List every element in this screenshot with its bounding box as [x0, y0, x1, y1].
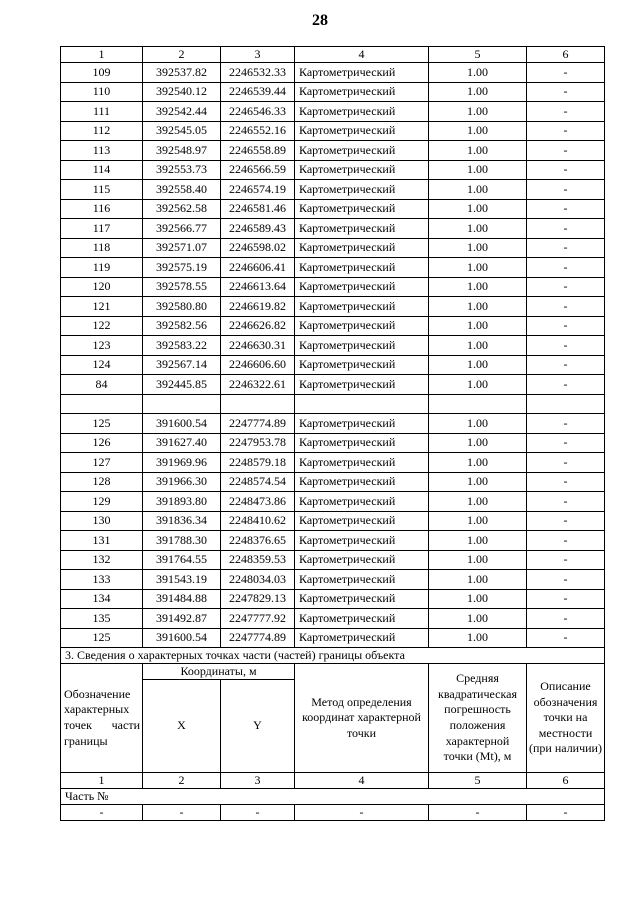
point-number-cell: 124 [61, 355, 143, 375]
table-row [61, 336, 605, 356]
point-number-cell: 119 [61, 258, 143, 278]
empty-cell [143, 394, 221, 414]
method-cell: Картометрический [295, 472, 429, 492]
table-row [61, 316, 605, 336]
x-coordinate-cell: 392562.58 [143, 199, 221, 219]
point-number-cell: 127 [61, 453, 143, 473]
accuracy-cell: 1.00 [429, 238, 527, 258]
x-coordinate-cell: 392583.22 [143, 336, 221, 356]
method-cell: Картометрический [295, 258, 429, 278]
description-cell: - [527, 531, 605, 551]
y-coordinate-cell: 2248376.65 [221, 531, 295, 551]
empty-value-cell: - [295, 805, 429, 821]
description-cell: - [527, 375, 605, 395]
description-cell: - [527, 453, 605, 473]
y-coordinate-cell: 2246322.61 [221, 375, 295, 395]
method-cell: Картометрический [295, 355, 429, 375]
method-cell: Картометрический [295, 102, 429, 122]
table-row [61, 531, 605, 551]
method-cell: Картометрический [295, 414, 429, 434]
description-cell: - [527, 472, 605, 492]
column-number: 4 [295, 47, 429, 63]
point-number-cell: 131 [61, 531, 143, 551]
method-cell: Картометрический [295, 570, 429, 590]
part-label: Часть № [61, 789, 605, 805]
accuracy-cell: 1.00 [429, 277, 527, 297]
method-cell: Картометрический [295, 238, 429, 258]
y-coordinate-cell: 2248359.53 [221, 550, 295, 570]
description-cell: - [527, 141, 605, 161]
description-cell: - [527, 199, 605, 219]
y-coordinate-cell: 2248579.18 [221, 453, 295, 473]
point-number-cell: 132 [61, 550, 143, 570]
header-y: Y [221, 680, 295, 773]
point-number-cell: 113 [61, 141, 143, 161]
header-x: X [143, 680, 221, 773]
empty-cell [429, 394, 527, 414]
method-cell: Картометрический [295, 550, 429, 570]
y-coordinate-cell: 2246552.16 [221, 121, 295, 141]
description-cell: - [527, 258, 605, 278]
x-coordinate-cell: 391788.30 [143, 531, 221, 551]
y-coordinate-cell: 2246566.59 [221, 160, 295, 180]
method-cell: Картометрический [295, 375, 429, 395]
accuracy-cell: 1.00 [429, 219, 527, 239]
description-cell: - [527, 570, 605, 590]
y-coordinate-cell: 2246532.33 [221, 63, 295, 83]
table-row [61, 355, 605, 375]
y-coordinate-cell: 2246606.60 [221, 355, 295, 375]
method-cell: Картометрический [295, 277, 429, 297]
point-number-cell: 135 [61, 609, 143, 629]
column-number: 6 [527, 47, 605, 63]
x-coordinate-cell: 391492.87 [143, 609, 221, 629]
empty-value-cell: - [61, 805, 143, 821]
x-coordinate-cell: 391600.54 [143, 628, 221, 648]
x-coordinate-cell: 392553.73 [143, 160, 221, 180]
x-coordinate-cell: 392575.19 [143, 258, 221, 278]
method-cell: Картометрический [295, 511, 429, 531]
accuracy-cell: 1.00 [429, 589, 527, 609]
y-coordinate-cell: 2248473.86 [221, 492, 295, 512]
accuracy-cell: 1.00 [429, 160, 527, 180]
point-number-cell: 129 [61, 492, 143, 512]
method-cell: Картометрический [295, 160, 429, 180]
table-row [61, 82, 605, 102]
accuracy-cell: 1.00 [429, 609, 527, 629]
section3-column-number-row [61, 773, 605, 789]
y-coordinate-cell: 2246598.02 [221, 238, 295, 258]
point-number-cell: 109 [61, 63, 143, 83]
x-coordinate-cell: 392558.40 [143, 180, 221, 200]
point-number-cell: 114 [61, 160, 143, 180]
description-cell: - [527, 180, 605, 200]
x-coordinate-cell: 392566.77 [143, 219, 221, 239]
method-cell: Картометрический [295, 141, 429, 161]
point-number-cell: 110 [61, 82, 143, 102]
point-number-cell: 122 [61, 316, 143, 336]
part-row [61, 789, 605, 805]
description-cell: - [527, 336, 605, 356]
point-number-cell: 130 [61, 511, 143, 531]
point-number-cell: 121 [61, 297, 143, 317]
point-number-cell: 116 [61, 199, 143, 219]
method-cell: Картометрический [295, 609, 429, 629]
section3-empty-row [61, 805, 605, 821]
x-coordinate-cell: 391600.54 [143, 414, 221, 434]
point-number-cell: 125 [61, 414, 143, 434]
point-number-cell: 120 [61, 277, 143, 297]
point-number-cell: 118 [61, 238, 143, 258]
section3-title-row [61, 648, 605, 664]
table-row [61, 121, 605, 141]
description-cell: - [527, 609, 605, 629]
x-coordinate-cell: 392582.56 [143, 316, 221, 336]
point-number-cell: 123 [61, 336, 143, 356]
description-cell: - [527, 277, 605, 297]
empty-value-cell: - [527, 805, 605, 821]
method-cell: Картометрический [295, 433, 429, 453]
method-cell: Картометрический [295, 336, 429, 356]
point-number-cell: 125 [61, 628, 143, 648]
description-cell: - [527, 63, 605, 83]
description-cell: - [527, 121, 605, 141]
description-cell: - [527, 355, 605, 375]
x-coordinate-cell: 392567.14 [143, 355, 221, 375]
table-row [61, 433, 605, 453]
empty-cell [527, 394, 605, 414]
method-cell: Картометрический [295, 82, 429, 102]
column-number: 5 [429, 47, 527, 63]
point-number-cell: 134 [61, 589, 143, 609]
table-row [61, 277, 605, 297]
accuracy-cell: 1.00 [429, 550, 527, 570]
method-cell: Картометрический [295, 180, 429, 200]
method-cell: Картометрический [295, 453, 429, 473]
point-number-cell: 112 [61, 121, 143, 141]
method-cell: Картометрический [295, 297, 429, 317]
table-row [61, 180, 605, 200]
y-coordinate-cell: 2246630.31 [221, 336, 295, 356]
boundary-points-table [60, 46, 605, 821]
accuracy-cell: 1.00 [429, 453, 527, 473]
accuracy-cell: 1.00 [429, 180, 527, 200]
table-row [61, 63, 605, 83]
description-cell: - [527, 492, 605, 512]
accuracy-cell: 1.00 [429, 258, 527, 278]
y-coordinate-cell: 2246558.89 [221, 141, 295, 161]
table-row [61, 102, 605, 122]
x-coordinate-cell: 392548.97 [143, 141, 221, 161]
description-cell: - [527, 316, 605, 336]
header-accuracy: Средняя квадратическая погрешность положения характерной точки (Mt), м [429, 664, 527, 773]
y-coordinate-cell: 2246589.43 [221, 219, 295, 239]
header-method: Метод определения координат характерной точки [295, 664, 429, 773]
empty-value-cell: - [221, 805, 295, 821]
y-coordinate-cell: 2247774.89 [221, 628, 295, 648]
column-number: 1 [61, 47, 143, 63]
method-cell: Картометрический [295, 492, 429, 512]
accuracy-cell: 1.00 [429, 297, 527, 317]
description-cell: - [527, 628, 605, 648]
accuracy-cell: 1.00 [429, 570, 527, 590]
table-row [61, 453, 605, 473]
x-coordinate-cell: 392580.80 [143, 297, 221, 317]
x-coordinate-cell: 392445.85 [143, 375, 221, 395]
x-coordinate-cell: 391484.88 [143, 589, 221, 609]
accuracy-cell: 1.00 [429, 316, 527, 336]
y-coordinate-cell: 2246581.46 [221, 199, 295, 219]
column-number: 1 [61, 773, 143, 789]
point-number-cell: 84 [61, 375, 143, 395]
separator-row [61, 394, 605, 414]
accuracy-cell: 1.00 [429, 433, 527, 453]
y-coordinate-cell: 2246539.44 [221, 82, 295, 102]
x-coordinate-cell: 391893.80 [143, 492, 221, 512]
table-row [61, 297, 605, 317]
description-cell: - [527, 160, 605, 180]
x-coordinate-cell: 392540.12 [143, 82, 221, 102]
y-coordinate-cell: 2246613.64 [221, 277, 295, 297]
column-number: 6 [527, 773, 605, 789]
table-row [61, 219, 605, 239]
table-row [61, 375, 605, 395]
point-number-cell: 133 [61, 570, 143, 590]
accuracy-cell: 1.00 [429, 141, 527, 161]
table-row [61, 160, 605, 180]
accuracy-cell: 1.00 [429, 375, 527, 395]
column-number: 2 [143, 47, 221, 63]
y-coordinate-cell: 2247777.92 [221, 609, 295, 629]
accuracy-cell: 1.00 [429, 82, 527, 102]
description-cell: - [527, 297, 605, 317]
y-coordinate-cell: 2248574.54 [221, 472, 295, 492]
accuracy-cell: 1.00 [429, 414, 527, 434]
column-number: 4 [295, 773, 429, 789]
x-coordinate-cell: 392571.07 [143, 238, 221, 258]
accuracy-cell: 1.00 [429, 102, 527, 122]
column-number: 3 [221, 773, 295, 789]
table-row [61, 609, 605, 629]
point-number-cell: 115 [61, 180, 143, 200]
accuracy-cell: 1.00 [429, 531, 527, 551]
column-number: 2 [143, 773, 221, 789]
table-row [61, 511, 605, 531]
x-coordinate-cell: 392537.82 [143, 63, 221, 83]
header-description: Описание обозначения точки на местности (при наличии) [527, 664, 605, 773]
accuracy-cell: 1.00 [429, 472, 527, 492]
x-coordinate-cell: 391627.40 [143, 433, 221, 453]
empty-cell [295, 394, 429, 414]
method-cell: Картометрический [295, 199, 429, 219]
empty-value-cell: - [429, 805, 527, 821]
method-cell: Картометрический [295, 121, 429, 141]
empty-cell [221, 394, 295, 414]
description-cell: - [527, 550, 605, 570]
accuracy-cell: 1.00 [429, 355, 527, 375]
accuracy-cell: 1.00 [429, 492, 527, 512]
point-number-cell: 126 [61, 433, 143, 453]
description-cell: - [527, 511, 605, 531]
empty-cell [61, 394, 143, 414]
y-coordinate-cell: 2248410.62 [221, 511, 295, 531]
table-row [61, 238, 605, 258]
x-coordinate-cell: 391969.96 [143, 453, 221, 473]
header-coordinates: Координаты, м [143, 664, 295, 680]
y-coordinate-cell: 2246626.82 [221, 316, 295, 336]
accuracy-cell: 1.00 [429, 336, 527, 356]
table-row [61, 550, 605, 570]
y-coordinate-cell: 2246606.41 [221, 258, 295, 278]
table-row [61, 570, 605, 590]
point-number-cell: 117 [61, 219, 143, 239]
y-coordinate-cell: 2248034.03 [221, 570, 295, 590]
y-coordinate-cell: 2246546.33 [221, 102, 295, 122]
empty-value-cell: - [143, 805, 221, 821]
y-coordinate-cell: 2247953.78 [221, 433, 295, 453]
y-coordinate-cell: 2246574.19 [221, 180, 295, 200]
table-row [61, 141, 605, 161]
x-coordinate-cell: 391764.55 [143, 550, 221, 570]
header-designation: Обозначение характерных точек части границы [61, 664, 143, 773]
description-cell: - [527, 82, 605, 102]
method-cell: Картометрический [295, 589, 429, 609]
column-number: 5 [429, 773, 527, 789]
accuracy-cell: 1.00 [429, 511, 527, 531]
method-cell: Картометрический [295, 316, 429, 336]
method-cell: Картометрический [295, 219, 429, 239]
x-coordinate-cell: 392542.44 [143, 102, 221, 122]
x-coordinate-cell: 391836.34 [143, 511, 221, 531]
table-row [61, 258, 605, 278]
accuracy-cell: 1.00 [429, 63, 527, 83]
column-number-row [61, 47, 605, 63]
table-row [61, 492, 605, 512]
y-coordinate-cell: 2246619.82 [221, 297, 295, 317]
page-number: 28 [312, 12, 328, 29]
accuracy-cell: 1.00 [429, 121, 527, 141]
description-cell: - [527, 589, 605, 609]
table-row [61, 199, 605, 219]
description-cell: - [527, 238, 605, 258]
description-cell: - [527, 219, 605, 239]
y-coordinate-cell: 2247829.13 [221, 589, 295, 609]
accuracy-cell: 1.00 [429, 199, 527, 219]
description-cell: - [527, 102, 605, 122]
x-coordinate-cell: 391966.30 [143, 472, 221, 492]
section3-title: 3. Сведения о характерных точках части (частей) границы объекта [61, 648, 605, 664]
point-number-cell: 111 [61, 102, 143, 122]
table-row [61, 472, 605, 492]
table-row [61, 589, 605, 609]
description-cell: - [527, 414, 605, 434]
table-row [61, 628, 605, 648]
method-cell: Картометрический [295, 531, 429, 551]
x-coordinate-cell: 392545.05 [143, 121, 221, 141]
accuracy-cell: 1.00 [429, 628, 527, 648]
section3-header-row-1 [61, 664, 605, 680]
column-number: 3 [221, 47, 295, 63]
method-cell: Картометрический [295, 63, 429, 83]
x-coordinate-cell: 392578.55 [143, 277, 221, 297]
description-cell: - [527, 433, 605, 453]
x-coordinate-cell: 391543.19 [143, 570, 221, 590]
method-cell: Картометрический [295, 628, 429, 648]
table-row [61, 414, 605, 434]
point-number-cell: 128 [61, 472, 143, 492]
y-coordinate-cell: 2247774.89 [221, 414, 295, 434]
